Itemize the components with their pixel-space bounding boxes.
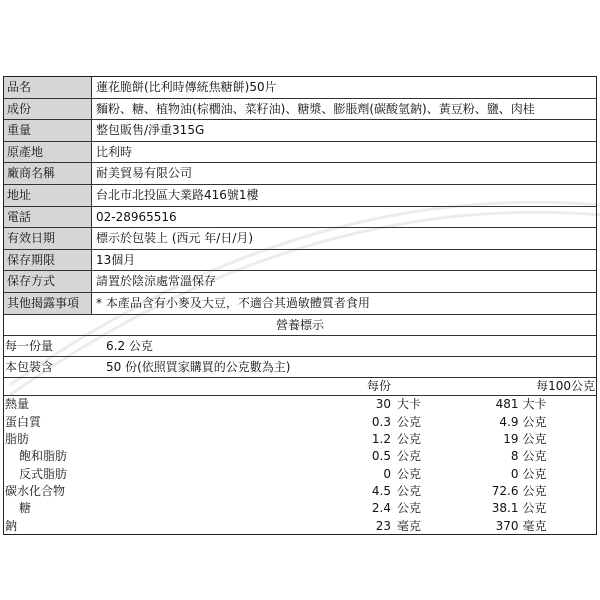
product-info-label: 有效日期 <box>4 228 92 249</box>
per-100g-unit: 大卡 <box>522 397 547 412</box>
per-serving-value: 1.2 <box>371 432 391 447</box>
product-info-sheet <box>3 76 597 535</box>
per-100g-value: 38.1 <box>491 501 519 516</box>
nutrition-row <box>4 500 596 517</box>
product-info-row <box>4 120 596 142</box>
per-serving-value: 0.5 <box>371 449 391 464</box>
product-info-value: 標示於包裝上 (西元 年/日/月) <box>96 231 254 246</box>
product-info-value: 蓮花脆餅(比利時傳統焦糖餅)50片 <box>96 80 277 94</box>
nutrition-header-row <box>4 378 596 396</box>
product-info-row <box>4 185 596 207</box>
product-info-label: 品名 <box>4 77 92 98</box>
nutrient-name: 碳水化合物 <box>5 483 66 498</box>
servings-per-package-row <box>4 357 596 378</box>
nutrition-row <box>4 482 596 499</box>
product-info-table <box>4 77 596 315</box>
product-info-row <box>4 271 596 293</box>
serving-size-value: 6.2 公克 <box>106 338 153 353</box>
per-serving-value: 2.4 <box>371 501 391 516</box>
product-info-label: 原產地 <box>4 142 92 163</box>
nutrition-row <box>4 430 596 447</box>
nutrition-row <box>4 395 596 413</box>
per-serving-unit: 毫克 <box>397 518 422 533</box>
product-info-row <box>4 77 596 99</box>
per-serving-unit: 公克 <box>397 466 422 481</box>
nutrition-table <box>4 378 596 535</box>
product-info-value: 耐美貿易有限公司 <box>96 166 193 181</box>
per-serving-value: 30 <box>375 397 391 412</box>
product-info-row <box>4 142 596 164</box>
servings-per-package-label: 本包裝含 <box>5 359 54 374</box>
per-serving-value: 0 <box>383 466 391 481</box>
product-info-value: 台北市北投區大業路416號1樓 <box>96 187 259 202</box>
per-100g-unit: 公克 <box>522 501 547 516</box>
nutrient-name: 鈉 <box>5 518 18 533</box>
product-info-label: 廠商名稱 <box>4 163 92 184</box>
product-info-row <box>4 250 596 272</box>
nutrition-title: 營養標示 <box>4 315 596 336</box>
product-info-value: 13個月 <box>96 252 136 267</box>
product-info-row <box>4 207 596 229</box>
nutrient-name: 飽和脂肪 <box>19 449 68 464</box>
serving-size-label: 每一份量 <box>5 338 54 353</box>
servings-per-package-value: 50 份(依照買家購買的公克數為主) <box>106 359 291 374</box>
per-100g-unit: 公克 <box>522 432 547 447</box>
per-serving-unit: 公克 <box>397 483 422 498</box>
per-serving-unit: 公克 <box>397 432 422 447</box>
nutrient-name: 脂肪 <box>5 432 30 447</box>
per-100g-value: 19 <box>503 432 519 447</box>
product-info-label: 重量 <box>4 120 92 141</box>
per-100g-unit: 公克 <box>522 449 547 464</box>
nutrition-row <box>4 413 596 430</box>
product-info-value: * 本產品含有小麥及大豆，不適合其過敏體質者食用 <box>96 295 370 310</box>
per-100g-value: 4.9 <box>499 414 519 429</box>
nutrient-name: 熱量 <box>5 397 30 412</box>
per-100g-value: 0 <box>510 466 519 481</box>
per-100g-unit: 公克 <box>522 414 547 429</box>
product-info-value: 麵粉、糖、植物油(棕櫚油、菜籽油)、糖漿、膨脹劑(碳酸氫鈉)、黃豆粉、鹽、肉桂 <box>96 101 535 116</box>
product-info-label: 成份 <box>4 99 92 120</box>
product-info-label: 保存方式 <box>4 271 92 292</box>
product-info-value: 02-28965516 <box>96 209 177 224</box>
per-serving-unit: 大卡 <box>397 397 422 412</box>
nutrition-row <box>4 517 596 534</box>
per-100g-unit: 公克 <box>522 483 547 498</box>
per-100g-value: 8 <box>510 449 519 464</box>
per-serving-value: 0.3 <box>371 414 391 429</box>
col-per-serving: 每份 <box>125 378 391 396</box>
product-info-label: 地址 <box>4 185 92 206</box>
product-info-row <box>4 163 596 185</box>
product-info-row <box>4 293 596 315</box>
per-100g-unit: 毫克 <box>522 518 547 533</box>
product-info-label: 其他揭露事項 <box>4 293 92 314</box>
per-serving-unit: 公克 <box>397 449 422 464</box>
product-info-row <box>4 99 596 121</box>
product-info-value: 請置於陰涼處常溫保存 <box>96 274 217 289</box>
product-info-value: 整包販售/淨重315G <box>96 123 205 138</box>
nutrient-name: 反式脂肪 <box>19 466 68 481</box>
per-100g-value: 72.6 <box>491 483 519 498</box>
nutrition-row <box>4 448 596 465</box>
per-serving-value: 23 <box>375 518 391 533</box>
per-serving-unit: 公克 <box>397 414 422 429</box>
per-serving-value: 4.5 <box>371 483 391 498</box>
nutrient-name: 糖 <box>19 501 32 516</box>
per-100g-value: 370 <box>495 518 519 533</box>
col-per-100g: 每100公克 <box>441 378 596 396</box>
product-info-label: 保存期限 <box>4 250 92 271</box>
nutrition-row <box>4 465 596 482</box>
serving-size-row <box>4 336 596 357</box>
per-serving-unit: 公克 <box>397 501 422 516</box>
product-info-label: 電話 <box>4 207 92 228</box>
per-100g-value: 481 <box>495 397 519 412</box>
nutrient-name: 蛋白質 <box>5 414 42 429</box>
product-info-value: 比利時 <box>96 144 133 159</box>
per-100g-unit: 公克 <box>522 466 547 481</box>
product-info-row <box>4 228 596 250</box>
